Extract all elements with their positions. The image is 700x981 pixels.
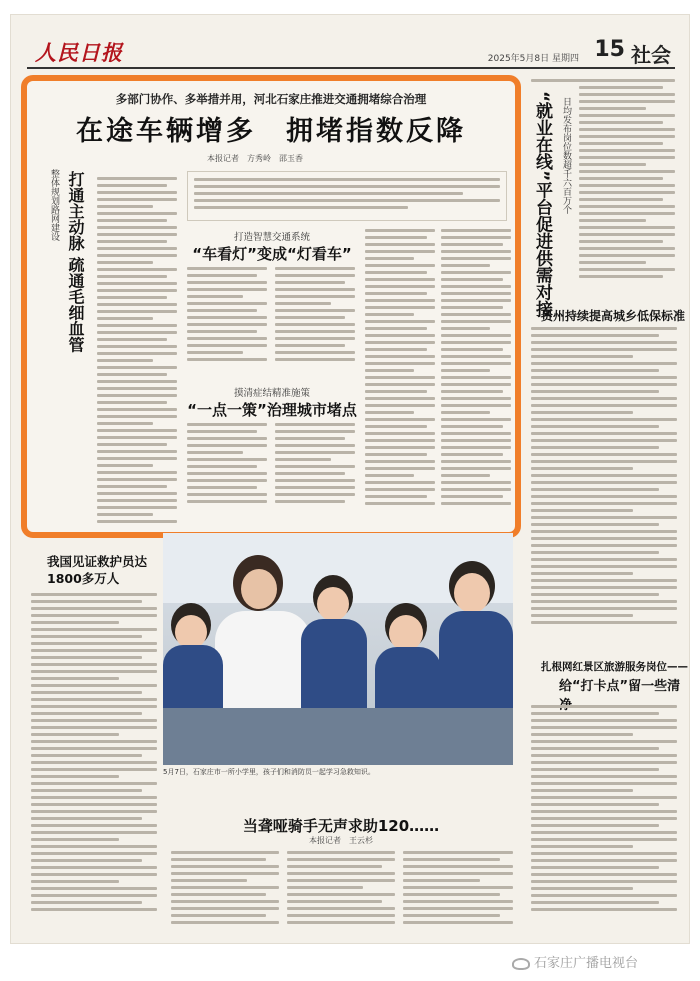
bottom-article-byline: 本报记者 王云杉 [309, 836, 373, 845]
bottom-article-headline: 当聋哑骑手无声求助120…… [242, 817, 440, 835]
body-text-col-2 [275, 267, 355, 377]
right-column-text-1 [579, 79, 675, 299]
photo-caption: 5月7日，石家庄市一所小学里，孩子们和消防员一起学习急救知识。 [163, 768, 375, 776]
right-column-text-2 [531, 327, 677, 649]
right-column-headline-3: 给“打卡点”留一些清 [559, 679, 681, 694]
lead-paragraph-box [187, 171, 507, 221]
featured-article [21, 75, 521, 538]
bottom-article-text-2 [287, 851, 395, 935]
left-body-text [97, 177, 177, 527]
news-photo [163, 533, 513, 765]
left-column-text [31, 593, 157, 935]
right-column-headline: “就业在线”平台促进供需对接 [532, 91, 552, 318]
masthead [27, 35, 675, 69]
side-subheadline: 打通主动脉 疏通毛细血管 [66, 171, 85, 353]
right-column-subheadline: 日均发布岗位数超千六百万个 [561, 97, 571, 214]
right-column-headline-2: 贵州持续提高城乡低保标准 [541, 309, 686, 323]
issue-date: 2025年5月8日 星期四 [487, 54, 579, 64]
article-headline: 在途车辆增多 拥堵指数反降 [76, 116, 466, 147]
side-kicker: 整体规划路网建设 [49, 169, 59, 241]
body-text-col-3 [187, 423, 267, 523]
right-column-text-3 [531, 705, 677, 935]
bottom-article-text-1 [171, 851, 279, 935]
article-kicker: 多部门协作、多举措并用，河北石家庄推进交通拥堵综合治理 [115, 92, 427, 106]
bottom-article-text-3 [403, 851, 513, 935]
subsection-2-title: “一点一策”治理城市堵点 [187, 401, 357, 419]
body-text-col-1 [187, 267, 267, 377]
body-text-col-4 [275, 423, 355, 523]
article-byline: 本报记者 方秀岭 邵玉香 [207, 154, 303, 163]
left-column-headline: 我国见证救护员达1800多万人 [47, 554, 148, 586]
newspaper-logo: 人民日报 [35, 40, 123, 65]
body-text-col-6 [441, 229, 511, 527]
subsection-1-title: “车看灯”变成“灯看车” [192, 245, 352, 263]
newspaper-page [10, 14, 690, 944]
weibo-icon [512, 958, 530, 970]
watermark-text: 石家庄广播电视台 [534, 956, 639, 971]
section-name: 社会 [631, 43, 671, 67]
page-number: 15 [594, 37, 625, 62]
subsection-1-kicker: 打造智慧交通系统 [233, 232, 310, 243]
right-column-kicker-3: 扎根网红景区旅游服务岗位—— [541, 661, 688, 673]
body-text-col-5 [365, 229, 435, 527]
source-watermark [512, 952, 638, 971]
subsection-2-kicker: 摸清症结精准施策 [233, 388, 310, 399]
